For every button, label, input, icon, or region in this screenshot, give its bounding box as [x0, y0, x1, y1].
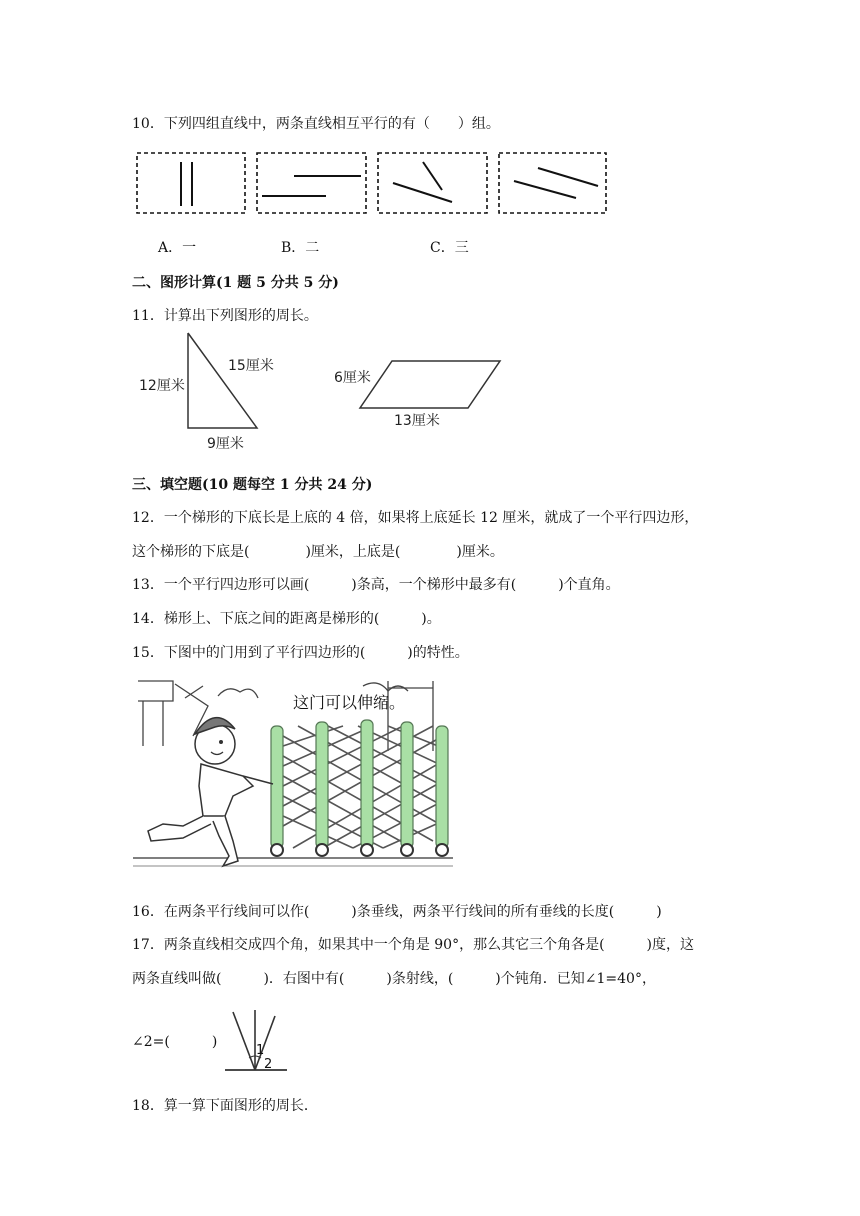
- q12-line1: 12．一个梯形的下底长是上底的 4 倍，如果将上底延长 12 厘米，就成了一个平行四边形，: [132, 510, 699, 526]
- angle-1-label: 1: [256, 1043, 265, 1058]
- q10-option-b: B．二: [281, 240, 320, 256]
- section-2-title: 二、图形计算(1 题 5 分共 5 分): [132, 275, 339, 291]
- figure-2-horizontal-parallel: [257, 153, 366, 213]
- q17-line3: ∠2=( ): [132, 1034, 218, 1050]
- q10-option-a: A．一: [158, 240, 197, 256]
- q16-text: 16．在两条平行线间可以作( )条垂线，两条平行线间的所有垂线的长度( ): [132, 904, 662, 920]
- q15-stem: 15．下图中的门用到了平行四边形的( )的特性。: [132, 645, 469, 661]
- right-triangle: [188, 333, 257, 428]
- parallelogram: [360, 361, 500, 408]
- q10-stem: 10．下列四组直线中，两条直线相互平行的有（ ）组。: [132, 116, 500, 132]
- angle-2-label: 2: [264, 1057, 273, 1072]
- section-3-title: 三、填空题(10 题每空 1 分共 24 分): [132, 477, 373, 493]
- figure-3-intersecting: [378, 153, 487, 213]
- folding-gate-illustration: [133, 676, 453, 874]
- gate-caption: 这门可以伸缩。: [293, 693, 406, 712]
- q14-text: 14．梯形上、下底之间的距离是梯形的( )。: [132, 611, 441, 627]
- triangle-hyp-label: 15厘米: [228, 358, 274, 374]
- figure-4-slanted-parallel: [499, 153, 606, 213]
- q17-line2: 两条直线叫做( )．右图中有( )条射线，( )个钝角．已知∠1=40°，: [132, 971, 656, 987]
- q12-line2: 这个梯形的下底是( )厘米，上底是( )厘米。: [132, 544, 504, 560]
- angle-figure: [225, 1008, 287, 1074]
- triangle-bottom-label: 9厘米: [207, 436, 244, 452]
- q10-figures: [130, 148, 614, 218]
- figure-1-vertical-parallel: [137, 153, 245, 213]
- q10-option-c: C．三: [430, 240, 469, 256]
- q11-figures: [135, 330, 515, 455]
- q18-text: 18．算一算下面图形的周长．: [132, 1098, 318, 1114]
- parallelogram-side-label: 6厘米: [334, 370, 371, 386]
- triangle-left-label: 12厘米: [139, 378, 185, 394]
- q11-stem: 11．计算出下列图形的周长。: [132, 308, 318, 324]
- parallelogram-base-label: 13厘米: [394, 413, 440, 429]
- q17-line1: 17．两条直线相交成四个角，如果其中一个角是 90°，那么其它三个角各是( )度，这: [132, 937, 695, 953]
- q13-text: 13．一个平行四边形可以画( )条高，一个梯形中最多有( )个直角。: [132, 577, 620, 593]
